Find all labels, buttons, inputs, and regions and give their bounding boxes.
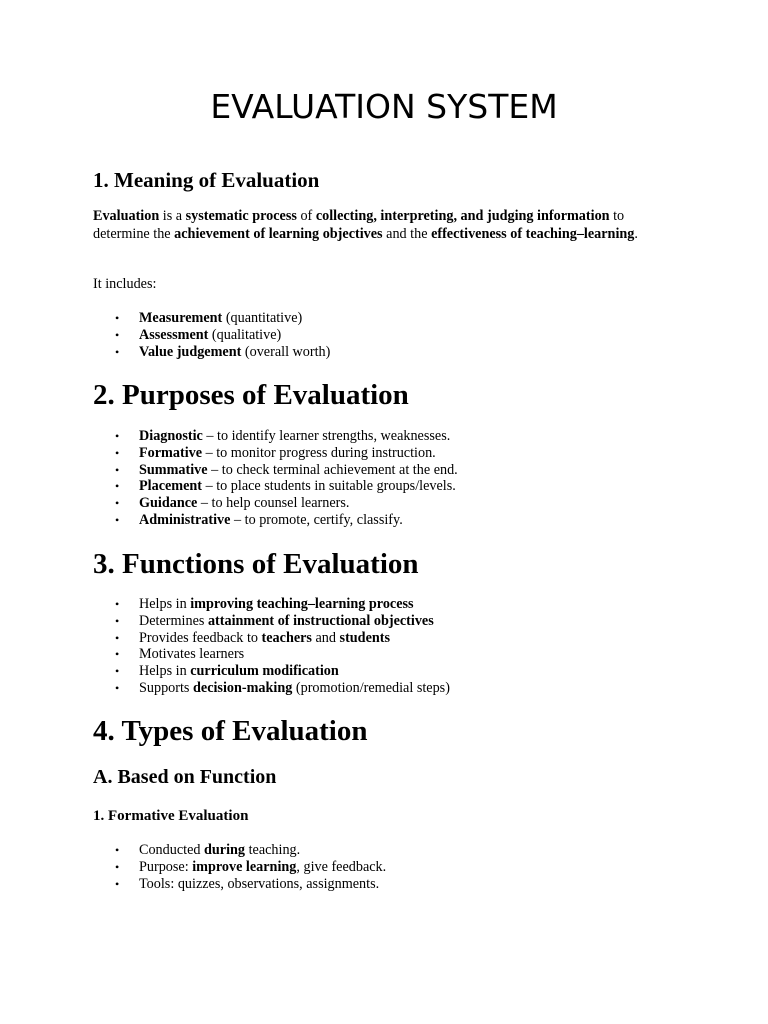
text-bold: Evaluation xyxy=(93,208,160,224)
formative-list xyxy=(93,842,386,892)
text: Tools: quizzes, observations, assignments. xyxy=(139,875,380,892)
list-item xyxy=(93,344,330,361)
includes-list xyxy=(93,310,330,360)
text-bold: collecting, interpreting, and judging information xyxy=(315,208,610,224)
text-bold: students xyxy=(339,629,391,646)
text-bold: improving teaching–learning process xyxy=(190,596,414,612)
includes-label: It includes: xyxy=(93,276,157,292)
list-item xyxy=(93,327,330,344)
list-item xyxy=(93,445,458,462)
text: (qualitative) xyxy=(208,326,282,343)
text-bold: Guidance xyxy=(139,495,198,512)
list-item xyxy=(93,876,386,893)
section-heading-purposes: 2. Purposes of Evaluation xyxy=(93,379,409,411)
bullet-icon: • xyxy=(115,680,120,695)
text: Supports xyxy=(139,679,193,696)
text: (promotion/remedial steps) xyxy=(292,679,450,696)
bullet-icon: • xyxy=(115,429,120,443)
text: Purpose: xyxy=(139,858,193,875)
bullet-icon: • xyxy=(115,496,120,511)
bullet-icon: • xyxy=(115,876,120,891)
bullet-icon: • xyxy=(115,512,120,527)
bullet-icon: • xyxy=(115,445,120,460)
bullet-icon: • xyxy=(115,327,120,342)
text-bold: improve learning xyxy=(192,858,297,875)
bullet-icon: • xyxy=(115,462,120,477)
section-heading-meaning: 1. Meaning of Evaluation xyxy=(93,168,320,192)
text: Motivates learners xyxy=(139,646,245,663)
bullet-icon: • xyxy=(115,597,120,611)
functions-list xyxy=(93,596,450,697)
document-title: EVALUATION SYSTEM xyxy=(210,87,558,126)
list-item xyxy=(93,495,458,512)
text-bold: during xyxy=(204,842,246,858)
text: teaching. xyxy=(245,842,301,858)
list-item xyxy=(93,842,386,859)
list-item xyxy=(93,462,458,479)
text-bold: teachers xyxy=(261,629,312,646)
list-item xyxy=(93,596,450,613)
text: Helps in xyxy=(139,596,191,612)
list-item xyxy=(93,613,450,630)
text-bold: Placement xyxy=(139,478,203,495)
text: of xyxy=(296,208,316,224)
text: – to check terminal achievement at the end. xyxy=(207,461,458,478)
list-item xyxy=(93,630,450,647)
text-bold: Assessment xyxy=(139,326,209,343)
text: – to identify learner strengths, weaknesses. xyxy=(202,428,451,444)
list-item xyxy=(93,428,458,445)
text: and xyxy=(311,629,340,646)
list-item xyxy=(93,646,450,663)
text-bold: Diagnostic xyxy=(139,428,203,444)
bullet-icon: • xyxy=(115,843,120,857)
text: , give feedback. xyxy=(296,858,387,875)
text: Provides feedback to xyxy=(139,629,262,646)
bullet-icon: • xyxy=(115,859,120,874)
bullet-icon: • xyxy=(115,630,120,645)
text-bold: Value judgement xyxy=(139,343,242,360)
text-bold: decision-making xyxy=(193,679,293,696)
text: – to monitor progress during instruction. xyxy=(202,444,436,461)
meaning-paragraph xyxy=(93,208,683,243)
list-item xyxy=(93,478,458,495)
text: – to place students in suitable groups/levels. xyxy=(202,478,456,495)
list-item xyxy=(93,859,386,876)
subheading-based-on-function: A. Based on Function xyxy=(93,766,277,788)
text-bold: Summative xyxy=(139,461,208,478)
text: – to promote, certify, classify. xyxy=(230,511,403,528)
text-bold: systematic process xyxy=(185,208,297,224)
text: . xyxy=(634,225,638,242)
text-bold: curriculum modification xyxy=(190,663,339,680)
text: to determine the xyxy=(93,208,625,242)
text: Conducted xyxy=(139,842,205,858)
section-heading-types: 4. Types of Evaluation xyxy=(93,715,368,747)
text: Determines xyxy=(139,612,208,629)
text: (overall worth) xyxy=(241,343,331,360)
bullet-icon: • xyxy=(115,647,120,662)
bullet-icon: • xyxy=(115,344,120,359)
text-bold: effectiveness of teaching–learning xyxy=(431,225,635,242)
text: Helps in xyxy=(139,663,191,680)
bullet-icon: • xyxy=(115,664,120,679)
bullet-icon: • xyxy=(115,311,120,325)
text-bold: achievement of learning objectives xyxy=(174,225,383,242)
list-item xyxy=(93,663,450,680)
list-item xyxy=(93,680,450,697)
text-bold: Measurement xyxy=(139,310,223,326)
bullet-icon: • xyxy=(115,479,120,494)
text-bold: Administrative xyxy=(139,511,231,528)
text: and the xyxy=(382,225,432,242)
text: – to help counsel learners. xyxy=(197,495,350,512)
bullet-icon: • xyxy=(115,613,120,628)
text: is a xyxy=(159,208,186,224)
list-item xyxy=(93,512,458,529)
purposes-list xyxy=(93,428,458,529)
subsubheading-formative: 1. Formative Evaluation xyxy=(93,808,249,824)
list-item xyxy=(93,310,330,327)
text: (quantitative) xyxy=(222,310,303,326)
text-bold: attainment of instructional objectives xyxy=(207,612,434,629)
text-bold: Formative xyxy=(139,444,203,461)
section-heading-functions: 3. Functions of Evaluation xyxy=(93,548,419,580)
